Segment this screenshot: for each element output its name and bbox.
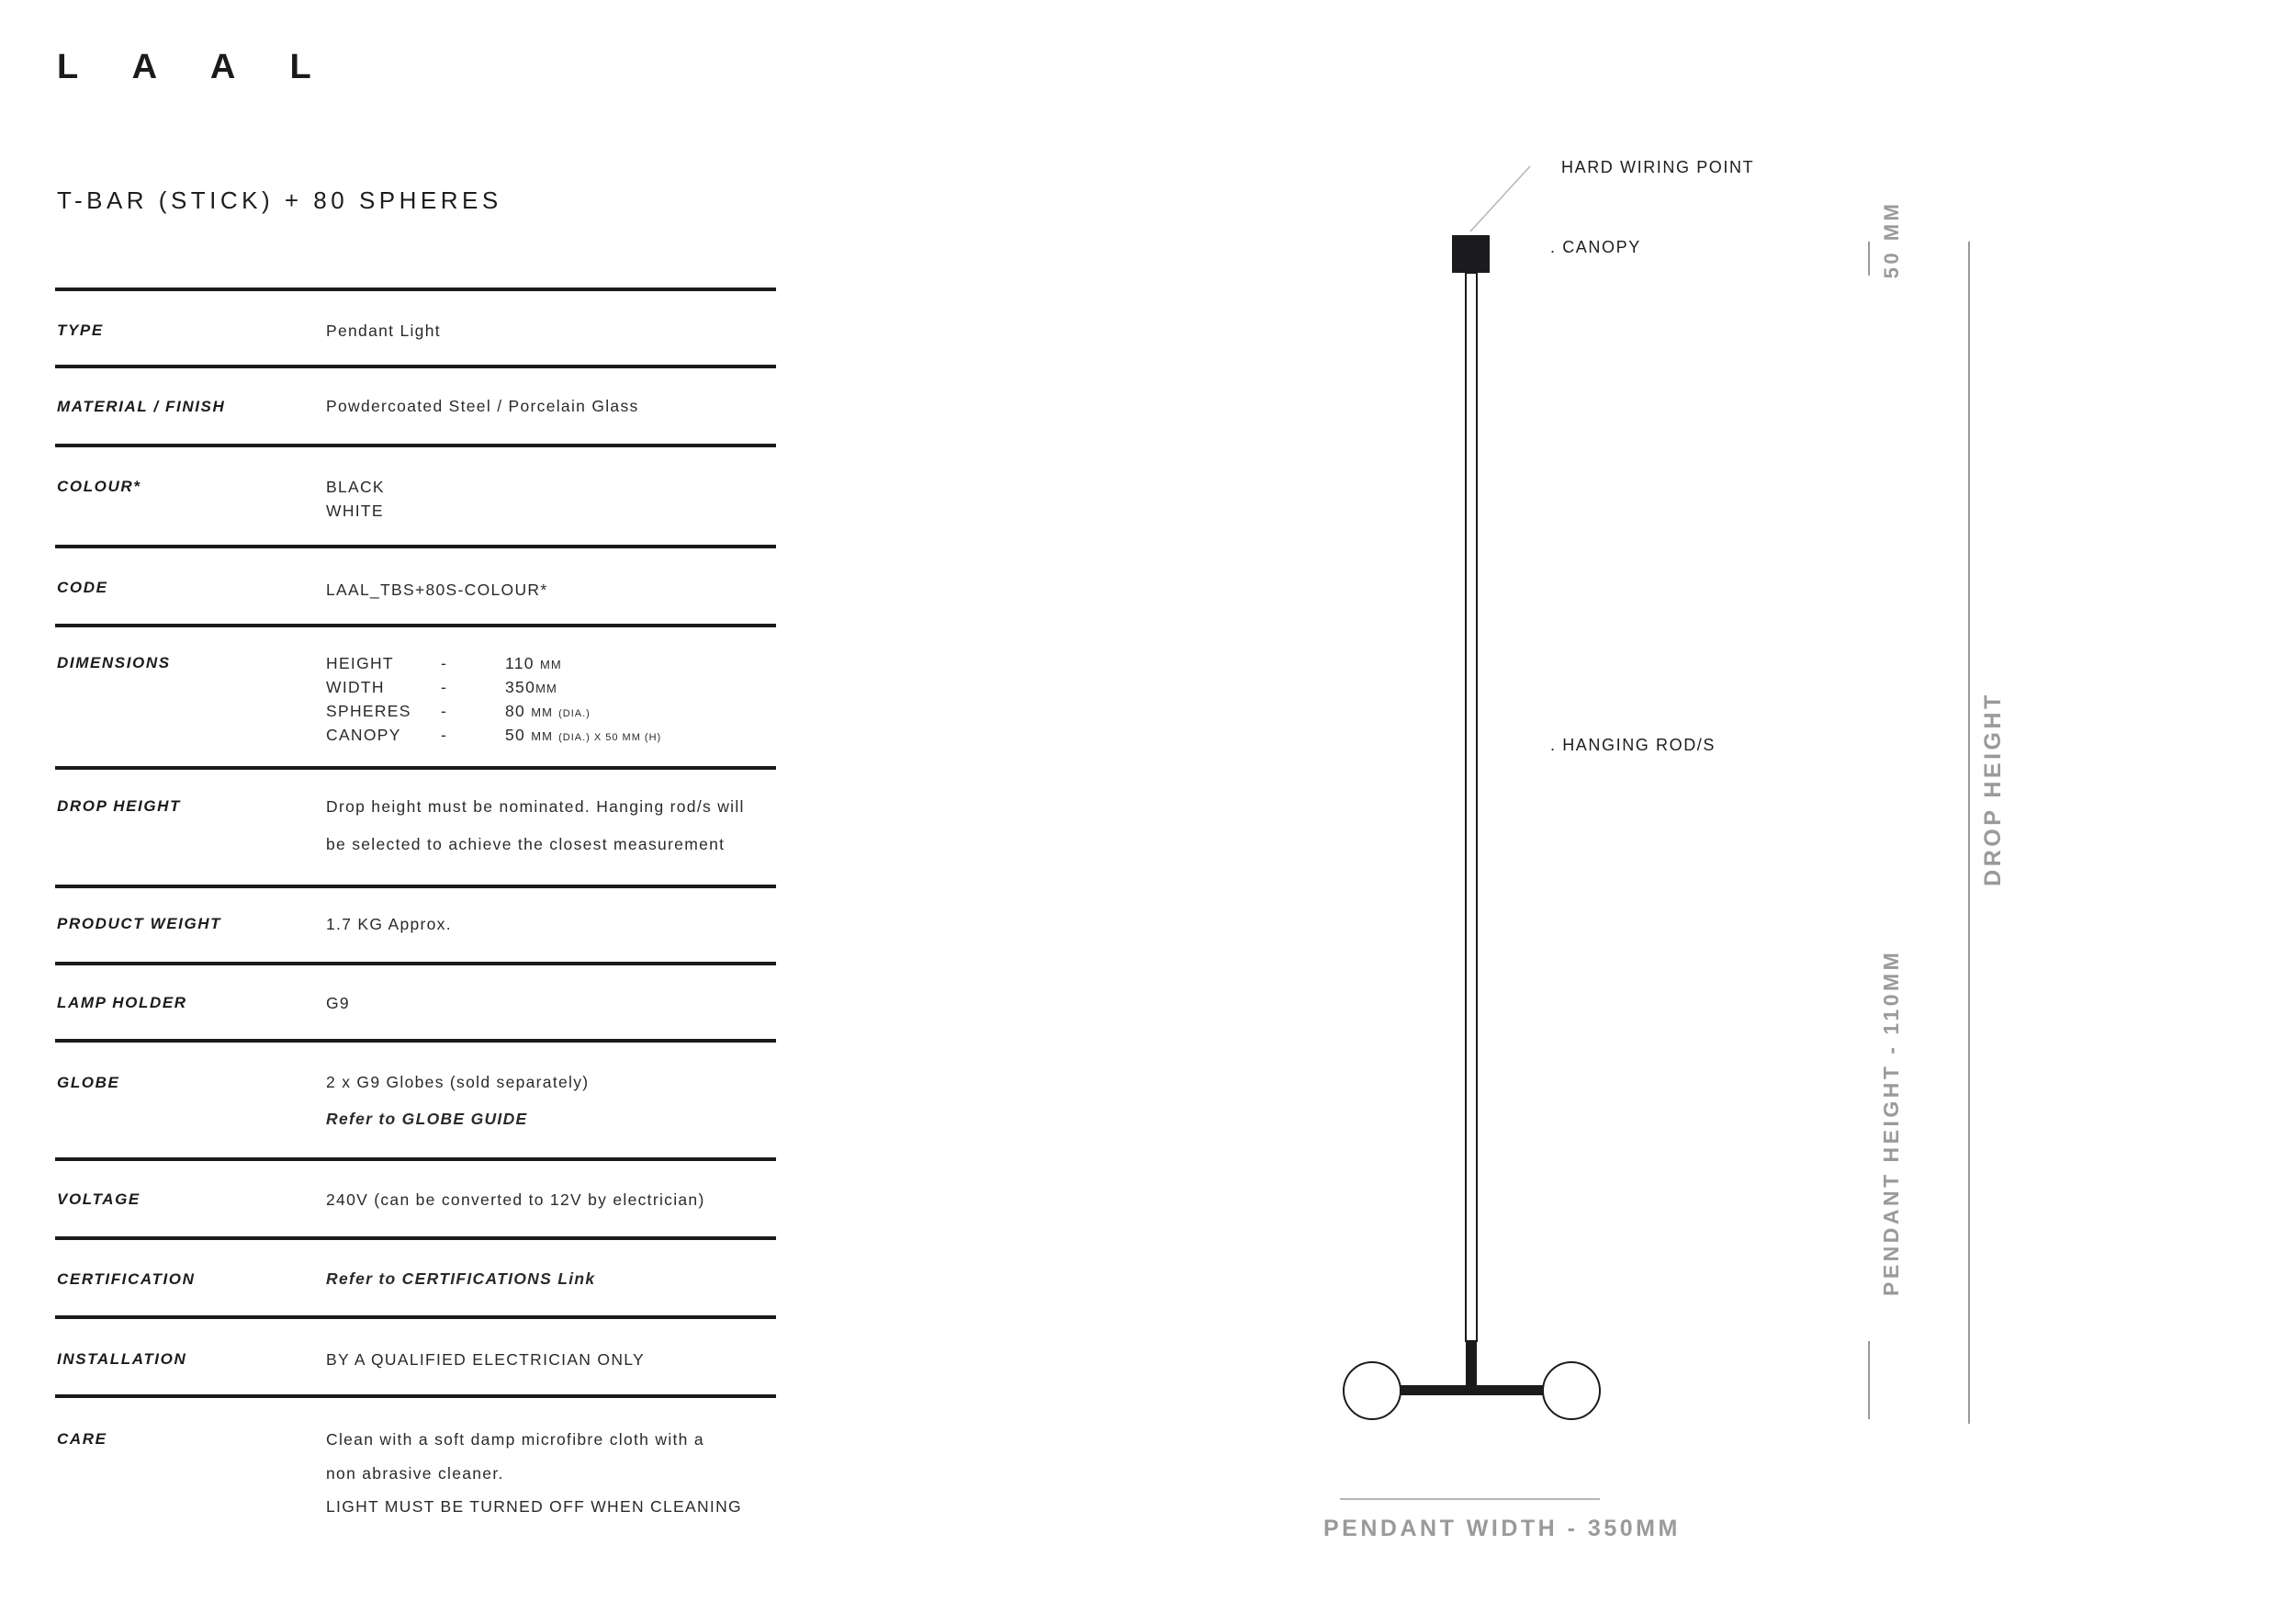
dim-value: 50 MM (DIA.) X 50 MM (H)	[505, 726, 662, 744]
spec-value-material: Powdercoated Steel / Porcelain Glass	[326, 397, 639, 415]
spec-label-lamp-holder: LAMP HOLDER	[57, 994, 187, 1011]
spec-value-care-line: Clean with a soft damp microfibre cloth with a	[326, 1430, 704, 1449]
canopy-height-label: 50 MM	[1880, 200, 1903, 279]
pendant-height-label: PENDANT HEIGHT - 110MM	[1879, 949, 1903, 1296]
hard-wiring-point-label: HARD WIRING POINT	[1561, 158, 1755, 176]
spec-label-code: CODE	[57, 579, 108, 596]
wiring-leader-line	[1470, 166, 1530, 231]
dim-name: WIDTH	[326, 678, 385, 696]
spec-value-installation: BY A QUALIFIED ELECTRICIAN ONLY	[326, 1350, 645, 1369]
product-title: T-BAR (STICK) + 80 SPHERES	[57, 186, 502, 214]
dim-dash: -	[441, 702, 448, 720]
rod-connector	[1466, 1341, 1477, 1389]
pendant-width-label: PENDANT WIDTH - 350MM	[1323, 1516, 1681, 1541]
spec-value-colour-black: BLACK	[326, 478, 385, 496]
spec-value-lamp-holder: G9	[326, 994, 350, 1012]
canopy-label: . CANOPY	[1550, 238, 1641, 256]
spec-label-drop-height: DROP HEIGHT	[57, 797, 182, 815]
spec-label-type: TYPE	[57, 321, 104, 339]
drop-height-label: DROP HEIGHT	[1980, 692, 2006, 886]
dim-value: 110 MM	[505, 654, 562, 672]
hanging-rods-label: . HANGING ROD/S	[1550, 736, 1716, 754]
certifications-link[interactable]: Refer to CERTIFICATIONS Link	[326, 1269, 596, 1288]
t-bar	[1399, 1385, 1544, 1395]
spec-value-code: LAAL_TBS+80S-COLOUR*	[326, 581, 548, 599]
spec-label-globe: GLOBE	[57, 1074, 120, 1091]
canopy-shape	[1452, 235, 1490, 273]
spec-label-dimensions: DIMENSIONS	[57, 654, 171, 671]
dim-name: CANOPY	[326, 726, 401, 744]
sphere-left	[1344, 1362, 1401, 1419]
spec-label-material: MATERIAL / FINISH	[57, 398, 226, 415]
spec-label-voltage: VOLTAGE	[57, 1190, 141, 1208]
dim-name: SPHERES	[326, 702, 411, 720]
globe-guide-link[interactable]: Refer to GLOBE GUIDE	[326, 1110, 528, 1128]
brand-logo: L A A L	[57, 48, 334, 86]
dim-dash: -	[441, 654, 448, 672]
dim-dash: -	[441, 678, 448, 696]
dim-value: 80 MM (DIA.)	[505, 702, 591, 720]
spec-value-type: Pendant Light	[326, 321, 441, 340]
spec-label-installation: INSTALLATION	[57, 1350, 187, 1368]
spec-value-care-line: non abrasive cleaner.	[326, 1464, 504, 1483]
dim-name: HEIGHT	[326, 654, 394, 672]
spec-label-product-weight: PRODUCT WEIGHT	[57, 915, 222, 932]
spec-label-certification: CERTIFICATION	[57, 1270, 196, 1288]
spec-value-drop-height-line: be selected to achieve the closest measurement	[326, 835, 726, 853]
spec-label-care: CARE	[57, 1430, 107, 1448]
spec-value-product-weight: 1.7 KG Approx.	[326, 915, 452, 933]
spec-value-voltage: 240V (can be converted to 12V by electrician)	[326, 1190, 705, 1209]
dim-value: 350MM	[505, 678, 557, 696]
dim-dash: -	[441, 726, 448, 744]
spec-value-care-line: LIGHT MUST BE TURNED OFF WHEN CLEANING	[326, 1497, 742, 1516]
sphere-right	[1543, 1362, 1600, 1419]
spec-value-colour-white: WHITE	[326, 502, 384, 520]
spec-value-drop-height-line: Drop height must be nominated. Hanging rod/s will	[326, 797, 745, 816]
spec-label-colour: COLOUR*	[57, 478, 141, 495]
hanging-rod	[1466, 273, 1477, 1341]
spec-value-globe: 2 x G9 Globes (sold separately)	[326, 1073, 590, 1091]
